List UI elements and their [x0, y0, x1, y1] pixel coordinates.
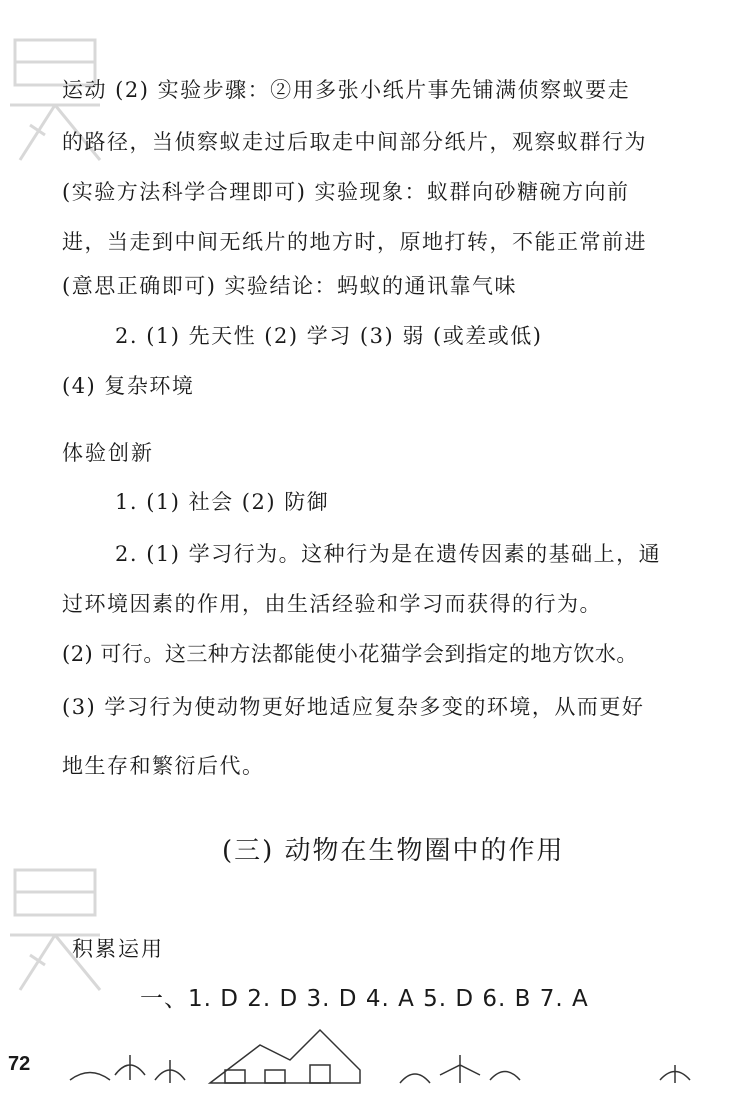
text-line: 运动 (2) 实验步骤：②用多张小纸片事先铺满侦察蚁要走 [62, 78, 631, 102]
text-line: 过环境因素的作用，由生活经验和学习而获得的行为。 [62, 592, 602, 616]
text-line: 1. (1) 社会 (2) 防御 [115, 490, 330, 514]
watermark-logo-bottom [0, 860, 110, 1000]
text-line: 2. (1) 先天性 (2) 学习 (3) 弱 (或差或低) [115, 324, 543, 348]
text-line: (2) 可行。这三种方法都能使小花猫学会到指定的地方饮水。 [62, 642, 638, 666]
text-line: 进，当走到中间无纸片的地方时，原地打转，不能正常前进 [62, 230, 647, 254]
answer-line: 一、1. D 2. D 3. D 4. A 5. D 6. B 7. A [140, 986, 589, 1012]
heading-innovation: 体验创新 [62, 441, 154, 465]
text-line: (实验方法科学合理即可) 实验现象：蚁群向砂糖碗方向前 [62, 180, 630, 204]
footer-decoration [60, 1025, 720, 1094]
text-line: 的路径，当侦察蚁走过后取走中间部分纸片，观察蚁群行为 [62, 130, 647, 154]
text-line: 2. (1) 学习行为。这种行为是在遗传因素的基础上，通 [115, 542, 662, 566]
text-line: (意思正确即可) 实验结论：蚂蚁的通讯靠气味 [62, 274, 518, 298]
section-title: (三) 动物在生物圈中的作用 [222, 836, 565, 866]
text-line: 地生存和繁衍后代。 [62, 754, 265, 778]
heading-accumulate: 积累运用 [72, 937, 164, 961]
text-line: (4) 复杂环境 [62, 374, 195, 398]
text-line: (3) 学习行为使动物更好地适应复杂多变的环境，从而更好 [62, 695, 645, 719]
page-number: 72 [8, 1053, 31, 1075]
